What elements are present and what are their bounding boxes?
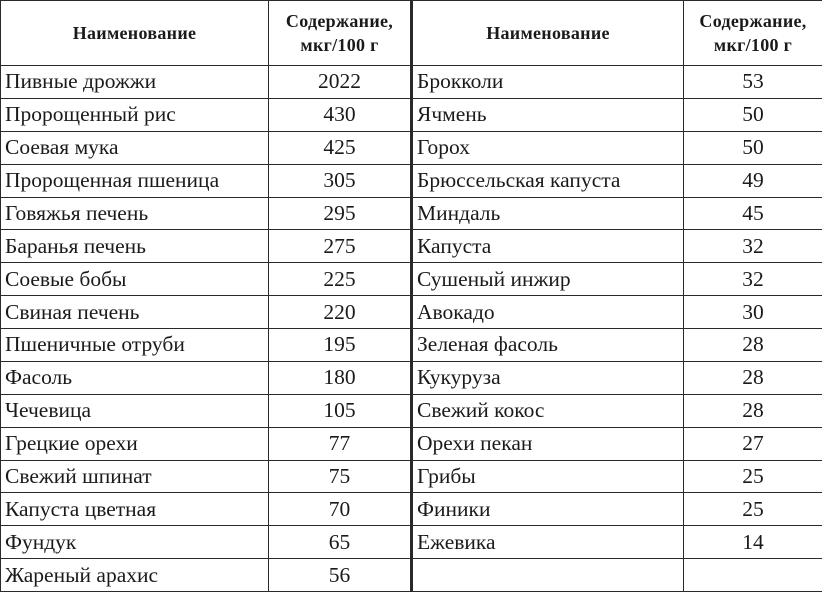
left-value-cell: 295 — [269, 197, 412, 230]
left-value-cell: 425 — [269, 131, 412, 164]
right-name-cell: Грибы — [412, 460, 684, 493]
left-name-cell: Говяжья печень — [1, 197, 269, 230]
table-row — [1, 98, 822, 131]
left-value-cell: 180 — [269, 361, 412, 394]
table-row — [1, 197, 822, 230]
right-value-cell: 25 — [684, 493, 822, 526]
right-value-cell: 27 — [684, 427, 822, 460]
left-content-header-line1: Содержание, — [285, 11, 394, 31]
left-value-cell: 75 — [269, 460, 412, 493]
left-name-cell: Пшеничные отруби — [1, 329, 269, 362]
right-name-cell: Орехи пекан — [412, 427, 684, 460]
right-name-cell: Ежевика — [412, 526, 684, 559]
left-name-cell: Пророщенная пшеница — [1, 164, 269, 197]
table-row — [1, 263, 822, 296]
right-content-header-line2: мкг/100 г — [713, 35, 793, 55]
right-value-cell: 45 — [684, 197, 822, 230]
left-value-cell: 220 — [269, 296, 412, 329]
right-value-cell — [684, 559, 822, 592]
header-row — [1, 1, 822, 66]
right-name-cell: Авокадо — [412, 296, 684, 329]
right-value-cell: 28 — [684, 394, 822, 427]
right-value-cell: 50 — [684, 98, 822, 131]
right-value-cell: 28 — [684, 329, 822, 362]
right-value-cell: 49 — [684, 164, 822, 197]
left-name-cell: Свежий шпинат — [1, 460, 269, 493]
table-row — [1, 559, 822, 592]
right-content-header-line1: Содержание, — [699, 11, 807, 31]
right-value-cell: 28 — [684, 361, 822, 394]
left-name-cell: Пивные дрожжи — [1, 66, 269, 99]
right-name-cell: Свежий кокос — [412, 394, 684, 427]
table-row — [1, 526, 822, 559]
right-value-cell: 14 — [684, 526, 822, 559]
left-name-cell: Баранья печень — [1, 230, 269, 263]
left-name-cell: Жареный арахис — [1, 559, 269, 592]
table-row — [1, 329, 822, 362]
left-value-cell: 430 — [269, 98, 412, 131]
left-name-cell: Соевая мука — [1, 131, 269, 164]
left-value-cell: 105 — [269, 394, 412, 427]
table-row — [1, 131, 822, 164]
left-name-cell: Фундук — [1, 526, 269, 559]
left-content-header — [269, 1, 412, 66]
table-row — [1, 66, 822, 99]
table-row — [1, 164, 822, 197]
right-value-cell: 32 — [684, 230, 822, 263]
right-name-cell: Капуста — [412, 230, 684, 263]
left-value-cell: 2022 — [269, 66, 412, 99]
left-name-header: Наименование — [1, 1, 269, 66]
table-body — [1, 66, 822, 592]
left-content-header-line2: мкг/100 г — [300, 35, 379, 55]
table-row — [1, 230, 822, 263]
right-name-cell: Миндаль — [412, 197, 684, 230]
right-name-cell: Сушеный инжир — [412, 263, 684, 296]
left-value-cell: 195 — [269, 329, 412, 362]
right-value-cell: 25 — [684, 460, 822, 493]
right-value-cell: 30 — [684, 296, 822, 329]
right-name-cell: Кукуруза — [412, 361, 684, 394]
right-content-header — [684, 1, 822, 66]
right-value-cell: 50 — [684, 131, 822, 164]
table-row — [1, 427, 822, 460]
right-name-cell — [412, 559, 684, 592]
left-name-cell: Фасоль — [1, 361, 269, 394]
left-value-cell: 275 — [269, 230, 412, 263]
left-value-cell: 56 — [269, 559, 412, 592]
left-value-cell: 225 — [269, 263, 412, 296]
table-row — [1, 361, 822, 394]
right-name-cell: Ячмень — [412, 98, 684, 131]
right-name-header: Наименование — [412, 1, 684, 66]
left-name-cell: Свиная печень — [1, 296, 269, 329]
right-name-cell: Брюссельская капуста — [412, 164, 684, 197]
table-row — [1, 460, 822, 493]
table-row — [1, 296, 822, 329]
right-name-cell: Брокколи — [412, 66, 684, 99]
left-value-cell: 305 — [269, 164, 412, 197]
left-value-cell: 70 — [269, 493, 412, 526]
right-name-cell: Зеленая фасоль — [412, 329, 684, 362]
table-row — [1, 493, 822, 526]
table-row — [1, 394, 822, 427]
left-name-cell: Грецкие орехи — [1, 427, 269, 460]
right-name-cell: Горох — [412, 131, 684, 164]
left-name-cell: Соевые бобы — [1, 263, 269, 296]
right-name-cell: Финики — [412, 493, 684, 526]
left-name-cell: Чечевица — [1, 394, 269, 427]
left-name-cell: Пророщенный рис — [1, 98, 269, 131]
right-value-cell: 53 — [684, 66, 822, 99]
left-value-cell: 65 — [269, 526, 412, 559]
right-value-cell: 32 — [684, 263, 822, 296]
left-name-cell: Капуста цветная — [1, 493, 269, 526]
left-value-cell: 77 — [269, 427, 412, 460]
